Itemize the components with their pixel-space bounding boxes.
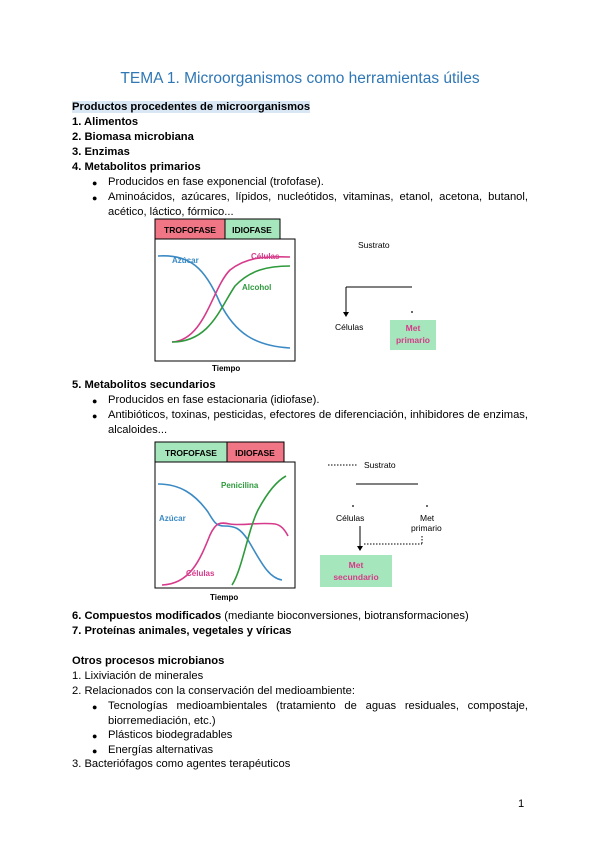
figure-secondary-metabolites	[150, 440, 475, 605]
trofofase-label: TROFOFASE	[165, 448, 217, 458]
page-number: 1	[518, 798, 525, 810]
list-item: 4. Metabolitos primarios	[72, 161, 201, 173]
bullet-icon: ●	[92, 731, 98, 741]
sugar-curve	[158, 256, 290, 348]
cells-label: Células	[186, 569, 215, 578]
dot-marker	[411, 311, 413, 313]
bullet-text: Aminoácidos, azúcares, lípidos, nucleótidos, vitaminas, etanol, acetona, butanol,	[108, 191, 528, 203]
figure-primary-metabolites	[150, 218, 475, 374]
bullet-text: Antibióticos, toxinas, pesticidas, efectores de diferenciación, inhibidores de enzimas,	[108, 409, 528, 421]
time-label: Tiempo	[210, 593, 239, 602]
cells-label: Células	[251, 252, 280, 261]
list-item: 1. Alimentos	[72, 116, 139, 128]
bullet-icon: ●	[92, 746, 98, 756]
list-item: 3. Enzimas	[72, 146, 130, 158]
list-item: 3. Bacteriófagos como agentes terapéuticos	[72, 758, 291, 770]
cells-node-label: Células	[335, 322, 364, 332]
bullet-icon: ●	[92, 702, 98, 712]
cells-node-label: Células	[336, 513, 365, 523]
list-item: 5. Metabolitos secundarios	[72, 379, 216, 391]
list-item: 2. Relacionados con la conservación del medioambiente:	[72, 685, 355, 697]
substrate-label: Sustrato	[364, 460, 396, 470]
bullet-text: alcaloides...	[108, 424, 168, 436]
cells-curve	[172, 257, 290, 342]
sugar-label: Azúcar	[172, 256, 199, 265]
met-label: Met	[420, 513, 435, 523]
bullet-icon: ●	[92, 411, 98, 421]
bullet-text: acético, láctico, fórmico...	[108, 206, 234, 218]
bullet-text: Producidos en fase exponencial (trofofase).	[108, 176, 324, 188]
page-title: TEMA 1. Microorganismos como herramientas útiles	[120, 70, 480, 87]
alcohol-curve	[172, 266, 290, 342]
met-primario-line1: Met	[405, 323, 421, 333]
bullet-text: biorremediación, etc.)	[108, 715, 216, 727]
sugar-label: Azúcar	[159, 514, 186, 523]
met-primario-line2: primario	[395, 335, 431, 345]
bullet-text: Tecnologías medioambientales (tratamiento de aguas residuales, compostaje,	[108, 700, 528, 712]
bullet-icon: ●	[92, 178, 98, 188]
substrate-label: Sustrato	[358, 240, 390, 250]
bullet-icon: ●	[92, 193, 98, 203]
idiofase-label: IDIOFASE	[232, 225, 272, 235]
list-item: 7. Proteínas animales, vegetales y víricas	[72, 625, 292, 637]
penicillin-label: Penicilina	[221, 481, 259, 490]
section-heading-products: Productos procedentes de microorganismos	[72, 101, 311, 113]
dot-marker	[352, 505, 354, 507]
idiofase-label: IDIOFASE	[235, 448, 275, 458]
bullet-text: Energías alternativas	[108, 744, 214, 756]
arrow-icon	[357, 546, 363, 551]
cells-curve	[162, 523, 288, 585]
list-item-modified-compounds: 6. Compuestos modificados (mediante bioconversiones, biotransformaciones)	[72, 610, 469, 622]
dot-marker	[426, 505, 428, 507]
bullet-icon: ●	[92, 396, 98, 406]
arrow-icon	[343, 312, 349, 317]
sugar-curve	[158, 484, 282, 580]
list-item: 1. Lixiviación de minerales	[72, 670, 204, 682]
trofofase-label: TROFOFASE	[164, 225, 216, 235]
bullet-text: Producidos en fase estacionaria (idiofase).	[108, 394, 320, 406]
time-label: Tiempo	[212, 364, 241, 373]
alcohol-label: Alcohol	[242, 283, 272, 292]
list-item: 2. Biomasa microbiana	[72, 131, 194, 143]
section-heading-other-processes: Otros procesos microbianos	[72, 655, 225, 667]
bullet-text: Plásticos biodegradables	[108, 729, 233, 741]
primario-label: primario	[411, 523, 442, 533]
met-secundario-line1: Met	[348, 560, 364, 570]
met-secundario-line2: secundario	[333, 572, 379, 582]
